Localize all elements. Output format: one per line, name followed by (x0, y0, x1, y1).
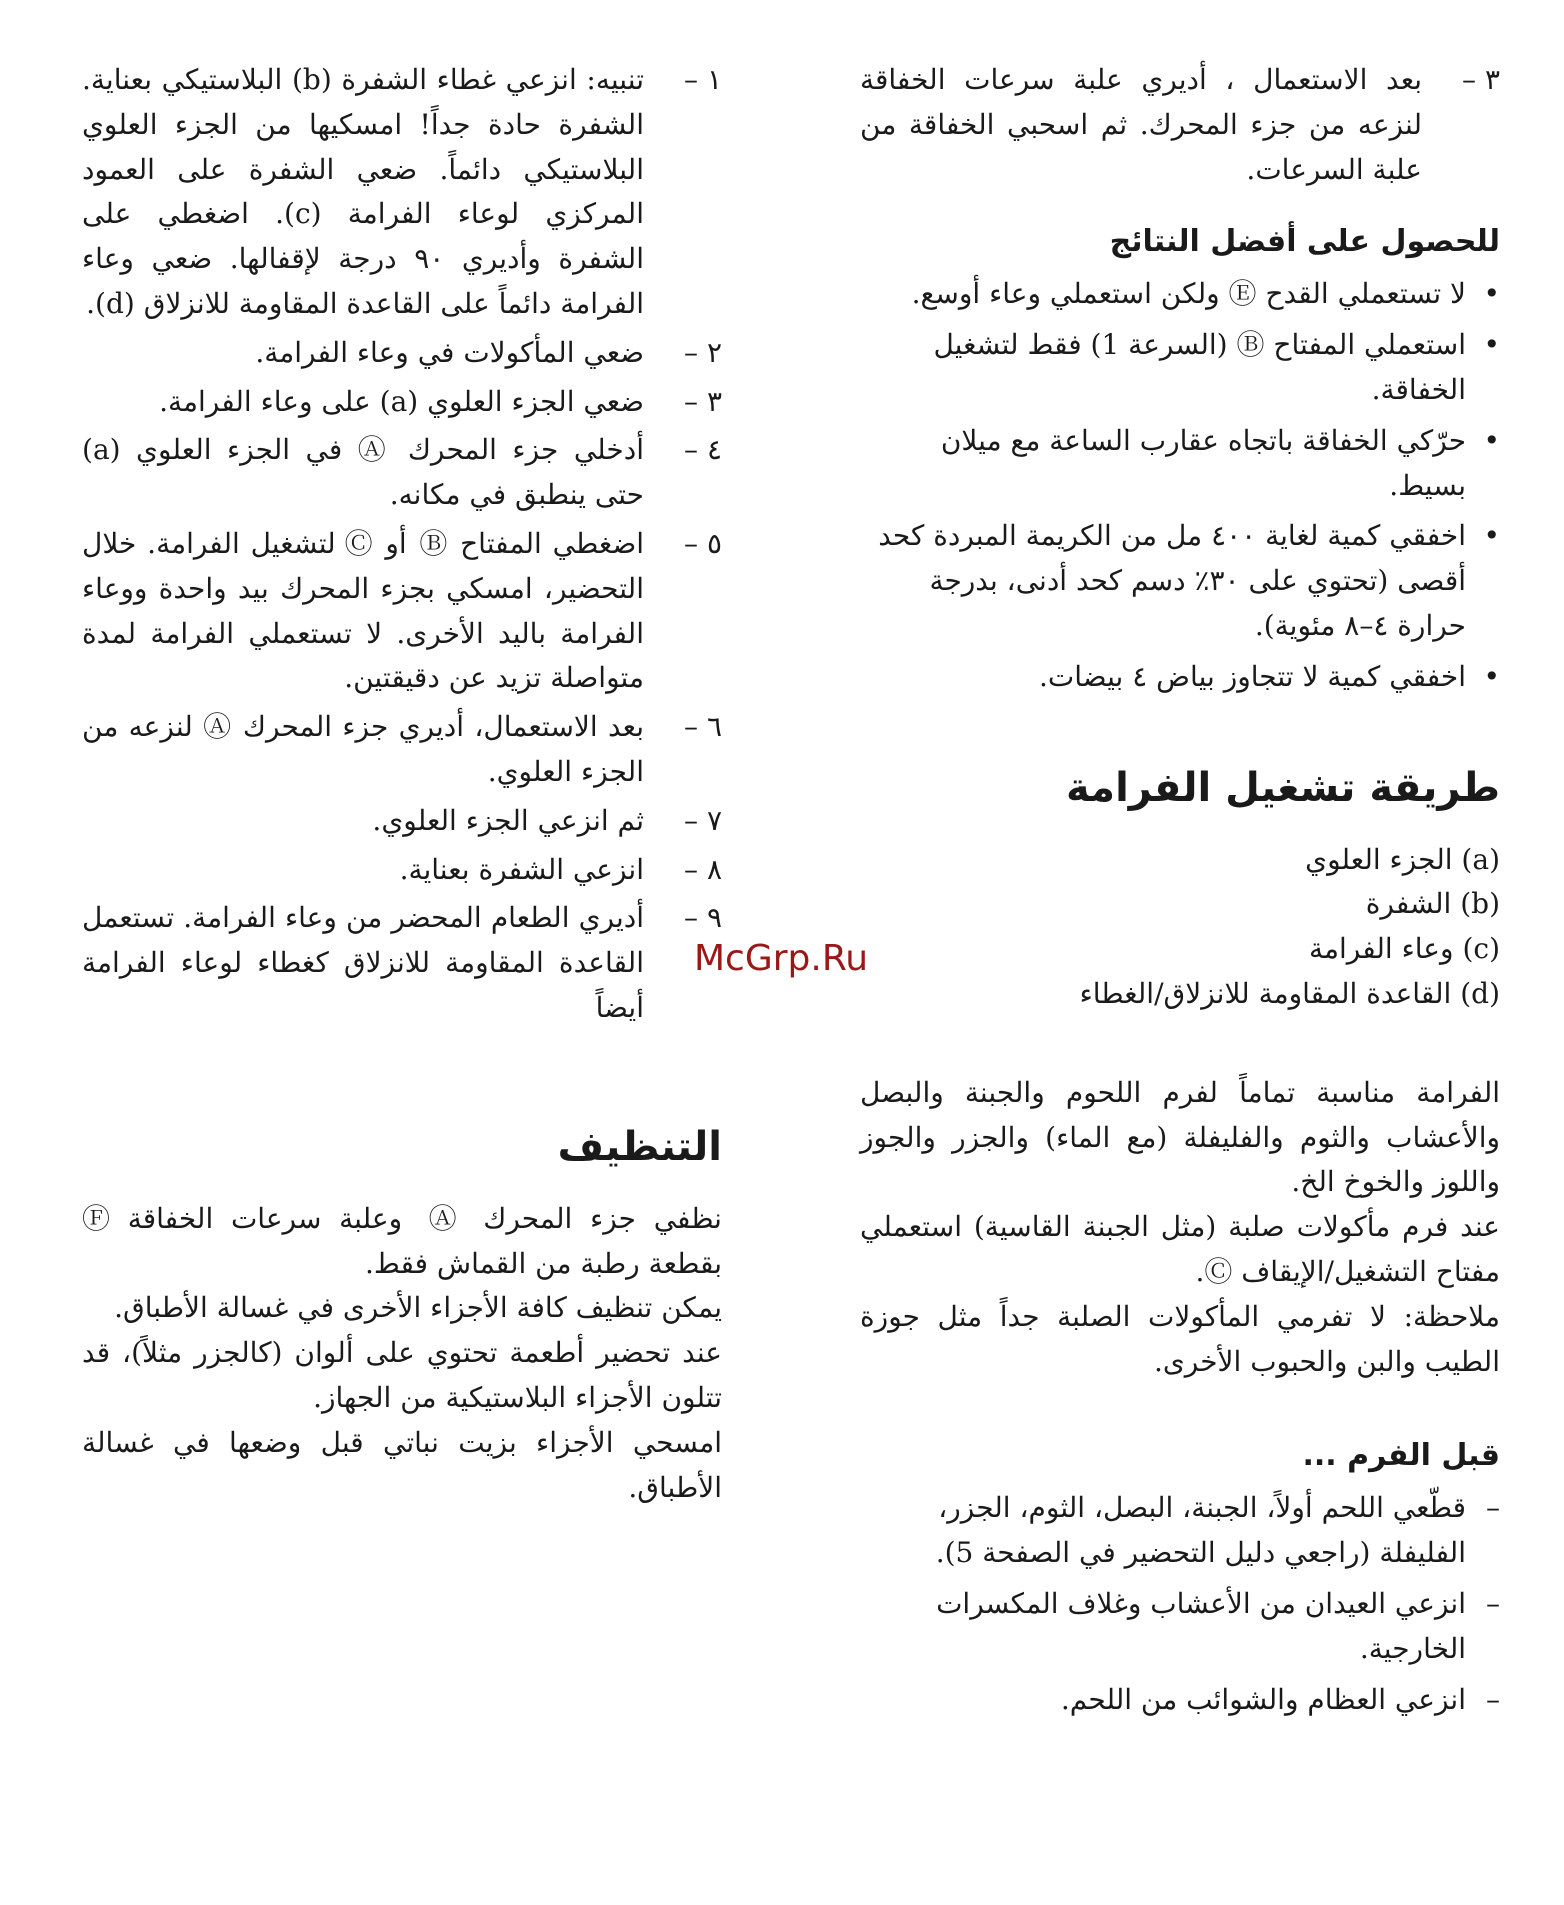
part-item: (a) الجزء العلوي (1305, 842, 1500, 876)
right-column (860, 58, 1500, 1728)
cleaning-line: نظفي جزء المحرك Ⓐ وعلبة سرعات الخفاقة Ⓕ بقطعة رطبة من القماش فقط. (82, 1201, 722, 1280)
mixer-step-3 (860, 58, 1500, 192)
dash-icon: – (1486, 1491, 1500, 1525)
dash-text: قطّعي اللحم أولاً، الجبنة، البصل، الثوم، الجزر، الفليفلة (راجعي دليل التحضير في الصفحة 5). (935, 1491, 1466, 1570)
dash-text: انزعي العيدان من الأعشاب وغلاف المكسرات الخارجية. (936, 1586, 1466, 1665)
step-text: أدخلي جزء المحرك Ⓐ في الجزء العلوي (a) حتى ينطبق في مكانه. (82, 433, 644, 512)
dash-text: انزعي العظام والشوائب من اللحم. (1060, 1682, 1466, 1716)
chopper-step (82, 848, 722, 893)
left-column (82, 58, 722, 1510)
step-number: ٩ – (684, 901, 722, 935)
bullet-icon: • (1483, 328, 1500, 362)
part-item: (c) وعاء الفرامة (1309, 932, 1500, 966)
suitability-paragraph: الفرامة مناسبة تماماً لفرم اللحوم والجبنة والبصل والأعشاب والثوم والفليفلة (مع الماء) والجزر والجوز واللوز والخوخ الخ. (860, 1075, 1500, 1199)
parts-list (860, 838, 1500, 1017)
note-paragraph: ملاحظة: لا تفرمي المأكولات الصلبة جداً مثل جوزة الطيب والبن والحبوب الأخرى. (860, 1299, 1500, 1378)
best-results-list (860, 272, 1500, 699)
cleaning-heading: التنظيف (557, 1123, 722, 1170)
step-text: اضغطي المفتاح Ⓑ أو Ⓒ لتشغيل الفرامة. خلال التحضير، امسكي بجزء المحرك بيد واحدة ووعاء الفرامة باليد الأخرى. لا تستعملي الفرامة لمدة متواصلة تزيد عن دقيقتين. (82, 526, 644, 695)
step-number: ٥ – (684, 526, 722, 560)
bullet-text: اخفقي كمية لا تتجاوز بياض ٤ بيضات. (1039, 659, 1466, 693)
bullet-item (860, 272, 1500, 317)
step-number: ١ – (684, 63, 722, 96)
cleaning-text (82, 1197, 722, 1511)
bullet-icon: • (1483, 659, 1500, 693)
bullet-icon: • (1483, 519, 1500, 553)
bullet-text: حرّكي الخفاقة باتجاه عقارب الساعة مع ميلان بسيط. (940, 423, 1466, 502)
step-number: ٦ – (684, 710, 722, 744)
dash-item (860, 1678, 1500, 1723)
step-text: انزعي الشفرة بعناية. (399, 852, 644, 886)
operation-heading: طريقة تشغيل الفرامة (1066, 764, 1500, 811)
watermark: McGrp.Ru (694, 938, 869, 979)
bullet-text: استعملي المفتاح Ⓑ (السرعة 1) فقط لتشغيل الخفاقة. (933, 328, 1466, 406)
chopper-step (82, 380, 722, 425)
part-item: (d) القاعدة المقاومة للانزلاق/الغطاء (1079, 976, 1500, 1010)
bullet-icon: • (1483, 423, 1500, 457)
chopper-step (82, 799, 722, 844)
part-item: (b) الشفرة (1365, 887, 1500, 921)
step-text: تنبيه: انزعي غطاء الشفرة (b) البلاستيكي بعناية. الشفرة حادة جداً! امسكيها من الجزء العلوي البلاستيكي دائماً. ضعي الشفرة على العمود المركزي لوعاء الفرامة (c). اضغطي على الشفرة وأديري ٩٠ درجة لإقفالها. ضعي وعاء الفرامة دائماً على القاعدة المقاومة للانزلاق (d). (82, 63, 644, 320)
chopper-step-1 (82, 58, 722, 327)
bullet-item (860, 655, 1500, 700)
chopper-step (82, 428, 722, 518)
hard-food-paragraph: عند فرم مأكولات صلبة (مثل الجبنة القاسية) استعملي مفتاح التشغيل/الإيقاف Ⓒ. (860, 1210, 1500, 1288)
chopper-step (82, 331, 722, 376)
step-text: بعد الاستعمال ، أديري علبة سرعات الخفاقة لنزعه من جزء المحرك. ثم اسحبي الخفاقة من علبة السرعات. (860, 63, 1422, 186)
before-chopping-heading: قبل الفرم ... (1302, 1438, 1500, 1474)
chopper-step (82, 705, 722, 795)
step-text: ضعي الجزء العلوي (a) على وعاء الفرامة. (159, 384, 644, 418)
cleaning-line: يمكن تنظيف كافة الأجزاء الأخرى في غسالة الأطباق. (114, 1291, 722, 1325)
dash-icon: – (1486, 1682, 1500, 1716)
best-results-heading: للحصول على أفضل النتائج (1109, 224, 1500, 260)
dash-item (860, 1582, 1500, 1672)
step-number: ٣ – (684, 384, 722, 418)
step-number: ٣ – (1462, 63, 1500, 96)
step-text: بعد الاستعمال، أديري جزء المحرك Ⓐ لنزعه من الجزء العلوي. (82, 710, 644, 788)
chopper-step (82, 896, 722, 1030)
bullet-text: اخفقي كمية لغاية ٤٠٠ مل من الكريمة المبردة كحد أقصى (تحتوي على ٣٠٪ دسم كحد أدنى، بدرجة حرارة ٤–٨ مئوية). (878, 519, 1466, 642)
chopper-step (82, 522, 722, 701)
step-text: ثم انزعي الجزء العلوي. (372, 803, 644, 837)
dash-item (860, 1486, 1500, 1576)
step-number: ٧ – (684, 803, 722, 837)
bullet-item (860, 514, 1500, 648)
cleaning-line: امسحي الأجزاء بزيت نباتي قبل وضعها في غسالة الأطباق. (82, 1425, 722, 1504)
step-number: ٨ – (684, 852, 722, 886)
bullet-text: لا تستعملي القدح Ⓔ ولكن استعملي وعاء أوسع. (911, 277, 1466, 311)
bullet-item (860, 323, 1500, 413)
step-number: ٢ – (684, 335, 722, 369)
cleaning-line: عند تحضير أطعمة تحتوي على ألوان (كالجزر مثلاً)، قد تتلون الأجزاء البلاستيكية من الجهاز. (82, 1336, 722, 1414)
bullet-item (860, 419, 1500, 509)
step-number: ٤ – (684, 433, 722, 467)
step-text: ضعي المأكولات في وعاء الفرامة. (255, 335, 644, 369)
dash-icon: – (1486, 1586, 1500, 1620)
bullet-icon: • (1483, 277, 1500, 311)
step-text: أديري الطعام المحضر من وعاء الفرامة. تستعمل القاعدة المقاومة للانزلاق كغطاء لوعاء الفرامة أيضاً (82, 901, 644, 1024)
before-chopping-list (860, 1486, 1500, 1722)
